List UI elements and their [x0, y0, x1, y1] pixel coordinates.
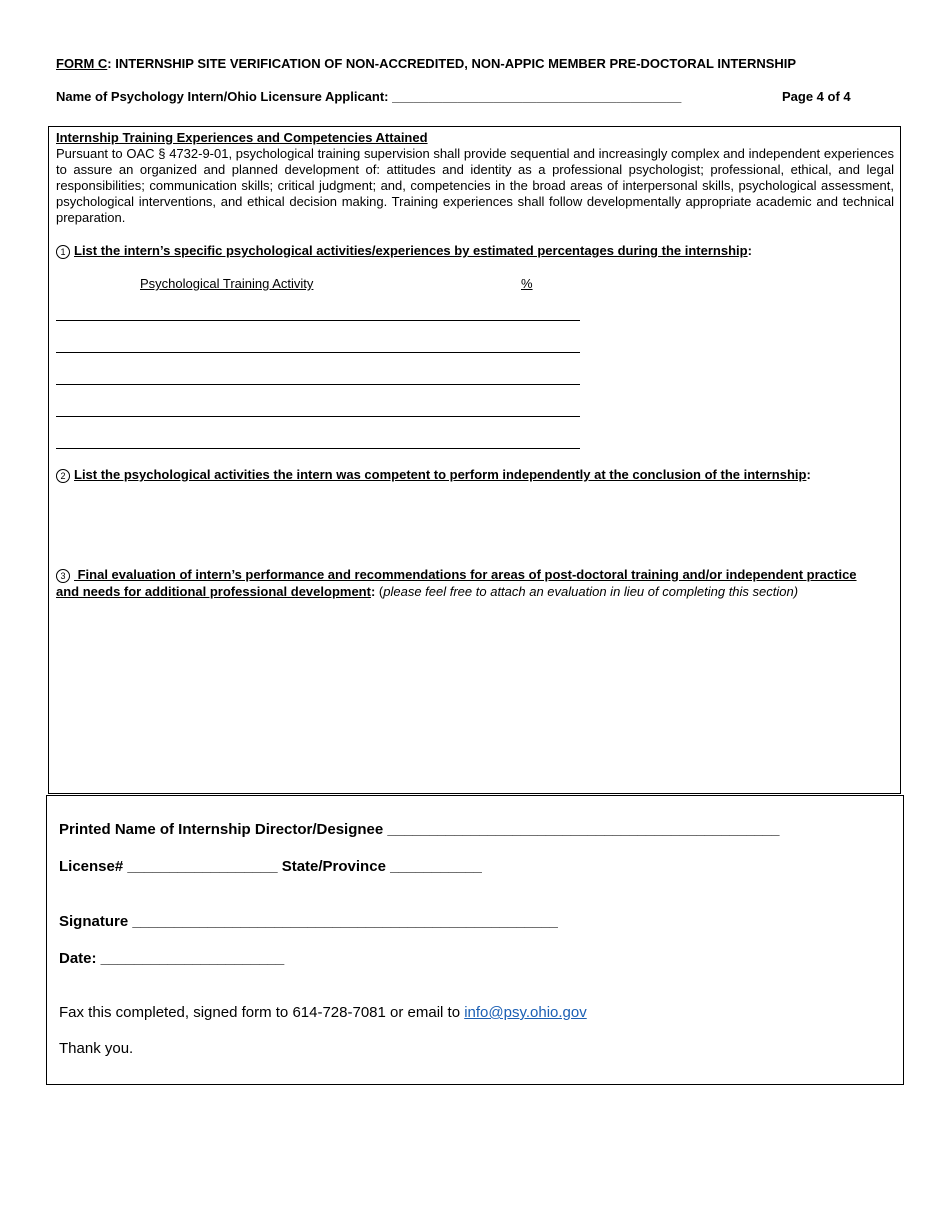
question-2-text: List the psychological activities the intern was competent to perform independently at the conclusion of the internship [74, 467, 807, 482]
question-2 [56, 467, 811, 483]
circled-number-2-icon: 2 [56, 469, 70, 483]
question-3-note-open: ( [375, 584, 384, 599]
form-title-text: : INTERNSHIP SITE VERIFICATION OF NON-ACCREDITED, NON-APPIC MEMBER PRE-DOCTORAL INTERNSHIP [107, 56, 797, 71]
question-1 [56, 243, 752, 259]
question-3-colon: : [370, 584, 376, 599]
question-1-text: List the intern’s specific psychological activities/experiences by estimated percentages during the internship [74, 243, 748, 258]
form-title [56, 56, 796, 71]
signature-field[interactable]: Signature ___________________________________________________ [59, 913, 558, 930]
director-name-field[interactable]: Printed Name of Internship Director/Designee _______________________________________________ [59, 821, 780, 838]
activity-line[interactable] [56, 384, 580, 385]
section-title: Internship Training Experiences and Competencies Attained [56, 130, 428, 145]
question-2-colon: : [806, 467, 811, 482]
question-3-text: Final evaluation of intern’s performance and recommendations for areas of post-doctoral training and/or independent practice and needs for additional professional development [56, 567, 857, 599]
activity-line[interactable] [56, 416, 580, 417]
applicant-name-field[interactable]: Name of Psychology Intern/Ohio Licensure Applicant: ________________________________________ [56, 89, 682, 104]
page-number: Page 4 of 4 [782, 89, 851, 104]
section-intro: Pursuant to OAC § 4732-9-01, psychological training supervision shall provide sequential and increasingly complex and independent experiences to assure an organized and planned development of: attitudes and identity as a professional psychologist; professional, ethical, and legal responsibilities; communication skills; critical judgment; and, competencies in the broad areas of interpersonal skills, psychological assessment, psychological interventions, and ethical decision making. Training experiences shall follow developmentally appropriate academic and technical preparation. [56, 146, 894, 225]
signature-box [46, 795, 904, 1085]
activity-line[interactable] [56, 352, 580, 353]
question-3 [56, 566, 876, 600]
column-header-percent: % [521, 276, 533, 291]
activity-line[interactable] [56, 320, 580, 321]
date-field[interactable]: Date: ______________________ [59, 950, 285, 967]
form-label: FORM C [56, 56, 108, 71]
question-3-note: please feel free to attach an evaluation in lieu of completing this section) [383, 584, 799, 599]
license-state-field[interactable]: License# __________________ State/Province ___________ [59, 858, 482, 875]
column-header-activity: Psychological Training Activity [140, 276, 314, 291]
email-link[interactable]: info@psy.ohio.gov [464, 1004, 587, 1021]
activity-line[interactable] [56, 448, 580, 449]
circled-number-3-icon: 3 [56, 569, 70, 583]
training-section-box [48, 126, 901, 794]
thank-you-text: Thank you. [59, 1040, 134, 1057]
fax-text: Fax this completed, signed form to 614-728-7081 or email to [59, 1004, 465, 1021]
circled-number-1-icon: 1 [56, 245, 70, 259]
question-1-colon: : [747, 243, 752, 258]
fax-instructions [59, 1004, 587, 1021]
